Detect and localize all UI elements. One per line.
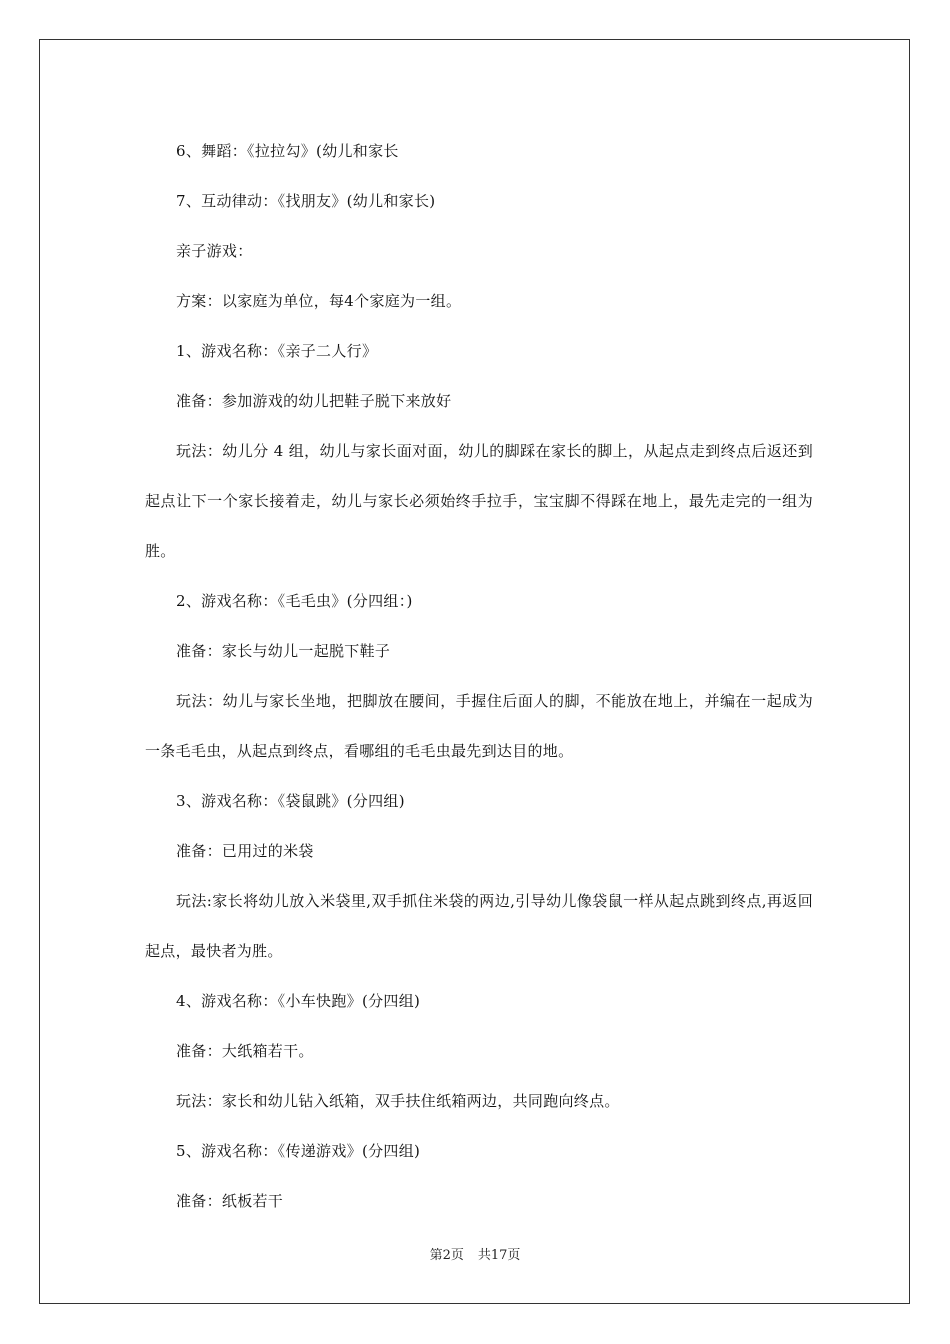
page-footer (0, 1247, 950, 1265)
paragraph-dance: 6、舞蹈：《拉拉勾》(幼儿和家长 (176, 142, 399, 160)
game-4-prep: 准备：大纸箱若干。 (176, 1042, 314, 1060)
game-3-prep: 准备：已用过的米袋 (176, 842, 314, 860)
paragraph-plan: 方案：以家庭为单位，每4个家庭为一组。 (176, 292, 462, 310)
game-3-title: 3、游戏名称：《袋鼠跳》(分四组) (176, 792, 405, 810)
paragraph-rhythm: 7、互动律动：《找朋友》(幼儿和家长) (176, 192, 436, 210)
game-2-rules: 玩法：幼儿与家长坐地，把脚放在腰间，手握住后面人的脚，不能放在地上，并编在一起成为一条毛毛虫，从起点到终点，看哪组的毛毛虫最先到达目的地。 (145, 692, 813, 760)
game-1-rules: 玩法：幼儿分 4 组，幼儿与家长面对面，幼儿的脚踩在家长的脚上，从起点走到终点后返还到起点让下一个家长接着走，幼儿与家长必须始终手拉手，宝宝脚不得踩在地上，最先走完的一组为胜。 (145, 442, 813, 560)
game-5-prep: 准备：纸板若干 (176, 1192, 284, 1210)
document-body (145, 126, 813, 1226)
game-4-rules: 玩法：家长和幼儿钻入纸箱，双手扶住纸箱两边，共同跑向终点。 (176, 1092, 620, 1110)
game-3-rules: 玩法:家长将幼儿放入米袋里,双手抓住米袋的两边,引导幼儿像袋鼠一样从起点跳到终点,再返回起点，最快者为胜。 (145, 892, 813, 960)
page-total: 共17页 (477, 1248, 521, 1263)
page-number: 第2页 (429, 1248, 464, 1263)
game-1-prep: 准备：参加游戏的幼儿把鞋子脱下来放好 (176, 392, 452, 410)
game-2-prep: 准备：家长与幼儿一起脱下鞋子 (176, 642, 391, 660)
game-4-title: 4、游戏名称：《小车快跑》(分四组) (176, 992, 421, 1010)
section-heading-games: 亲子游戏： (176, 242, 253, 260)
game-5-title: 5、游戏名称：《传递游戏》(分四组) (176, 1142, 421, 1160)
game-2-title: 2、游戏名称：《毛毛虫》(分四组：) (176, 592, 413, 610)
game-1-title: 1、游戏名称：《亲子二人行》 (176, 342, 378, 360)
